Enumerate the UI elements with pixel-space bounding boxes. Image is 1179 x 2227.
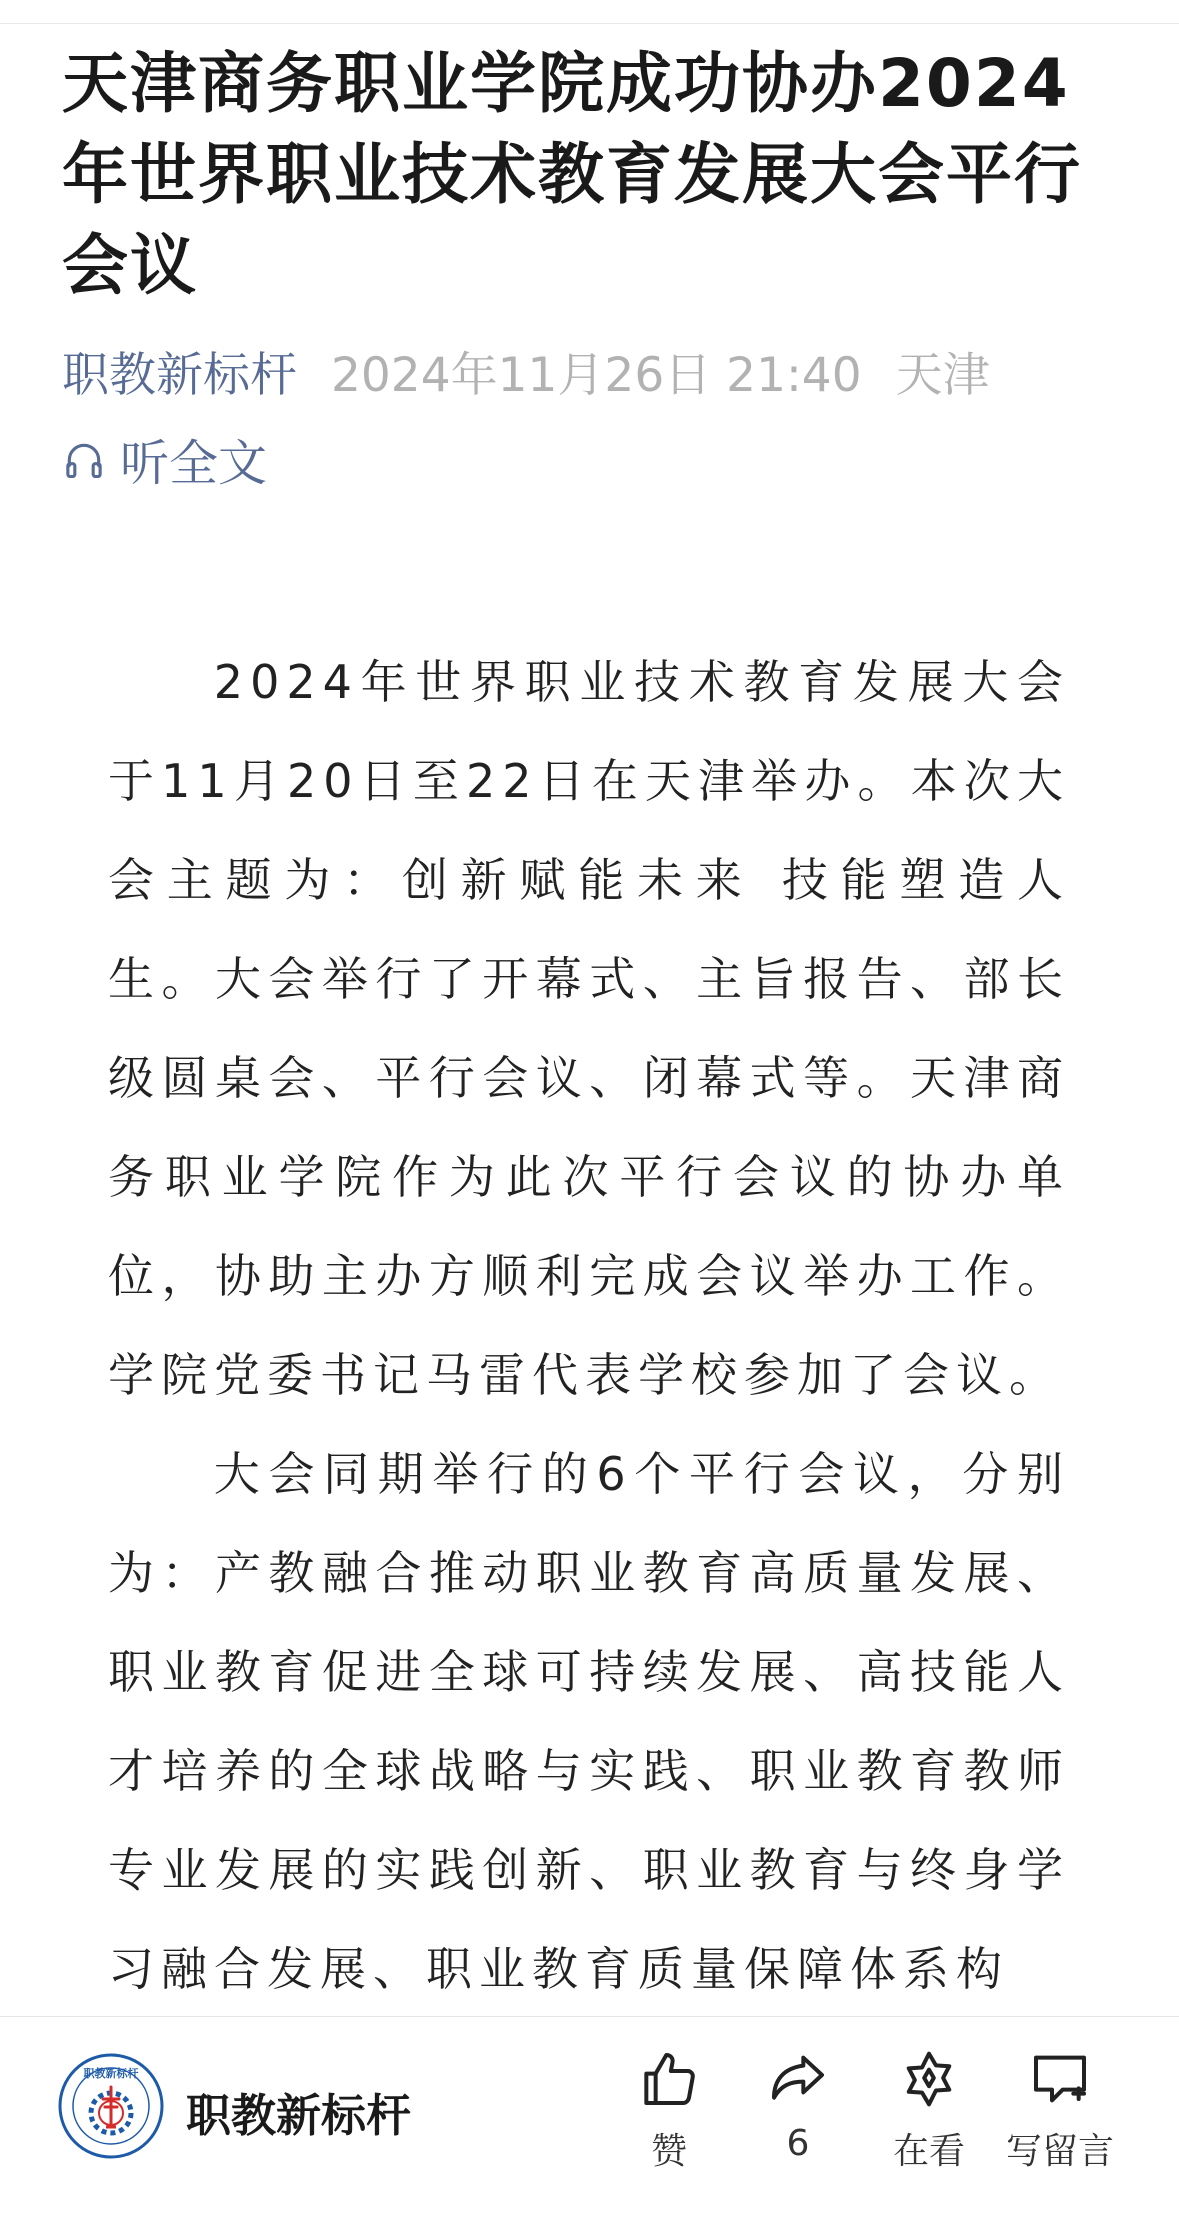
publish-date: 2024年11月26日 21:40 xyxy=(331,347,862,403)
share-button[interactable] xyxy=(738,2047,858,2164)
comment-button[interactable] xyxy=(1000,2047,1120,2174)
comment-icon xyxy=(1028,2047,1092,2111)
article-title: 天津商务职业学院成功协办2024年世界职业技术教育发展大会平行会议 xyxy=(62,45,1082,304)
account-logo[interactable] xyxy=(58,2053,164,2159)
publish-location: 天津 xyxy=(895,347,990,403)
account-link[interactable]: 职教新标杆 xyxy=(62,347,297,403)
comment-label: 写留言 xyxy=(1005,2131,1114,2172)
wow-button[interactable] xyxy=(869,2047,989,2174)
top-divider xyxy=(0,23,1179,24)
paragraph: 大会同期举行的6个平行会议，分别为：产教融合推动职业教育高质量发展、职业教育促进全球可持续发展、高技能人才培养的全球战略与实践、职业教育教师专业发展的实践创新、职业教育与终身学习融合发展、职业教育质量保障体系构 xyxy=(108,1447,1070,1996)
article-body xyxy=(108,633,1070,2019)
paragraph: 2024年世界职业技术教育发展大会于11月20日至22日在天津举办。本次大会主题为：创新赋能未来 技能塑造人生。大会举行了开幕式、主旨报告、部长级圆桌会、平行会议、闭幕式等。天津商务职业学院作为此次平行会议的协办单位，协助主办方顺利完成会议举办工作。学院党委书记马雷代表学校参加了会议。 xyxy=(108,655,1070,1402)
wow-label: 在看 xyxy=(892,2131,965,2172)
bottom-toolbar xyxy=(0,2017,1179,2227)
account-logo-text: 职教新标杆 xyxy=(83,2067,139,2080)
listen-button[interactable] xyxy=(62,430,1122,490)
like-label: 赞 xyxy=(650,2131,687,2172)
bottom-account-name[interactable]: 职教新标杆 xyxy=(186,2089,412,2142)
share-count: 6 xyxy=(786,2123,810,2164)
headphone-icon xyxy=(62,438,106,482)
thumbs-up-icon xyxy=(637,2047,701,2111)
listen-label: 听全文 xyxy=(120,435,268,492)
article-header xyxy=(62,38,1122,490)
like-button[interactable] xyxy=(609,2047,729,2174)
article-meta xyxy=(62,336,1122,406)
wow-icon xyxy=(897,2047,961,2111)
share-icon xyxy=(766,2047,830,2111)
